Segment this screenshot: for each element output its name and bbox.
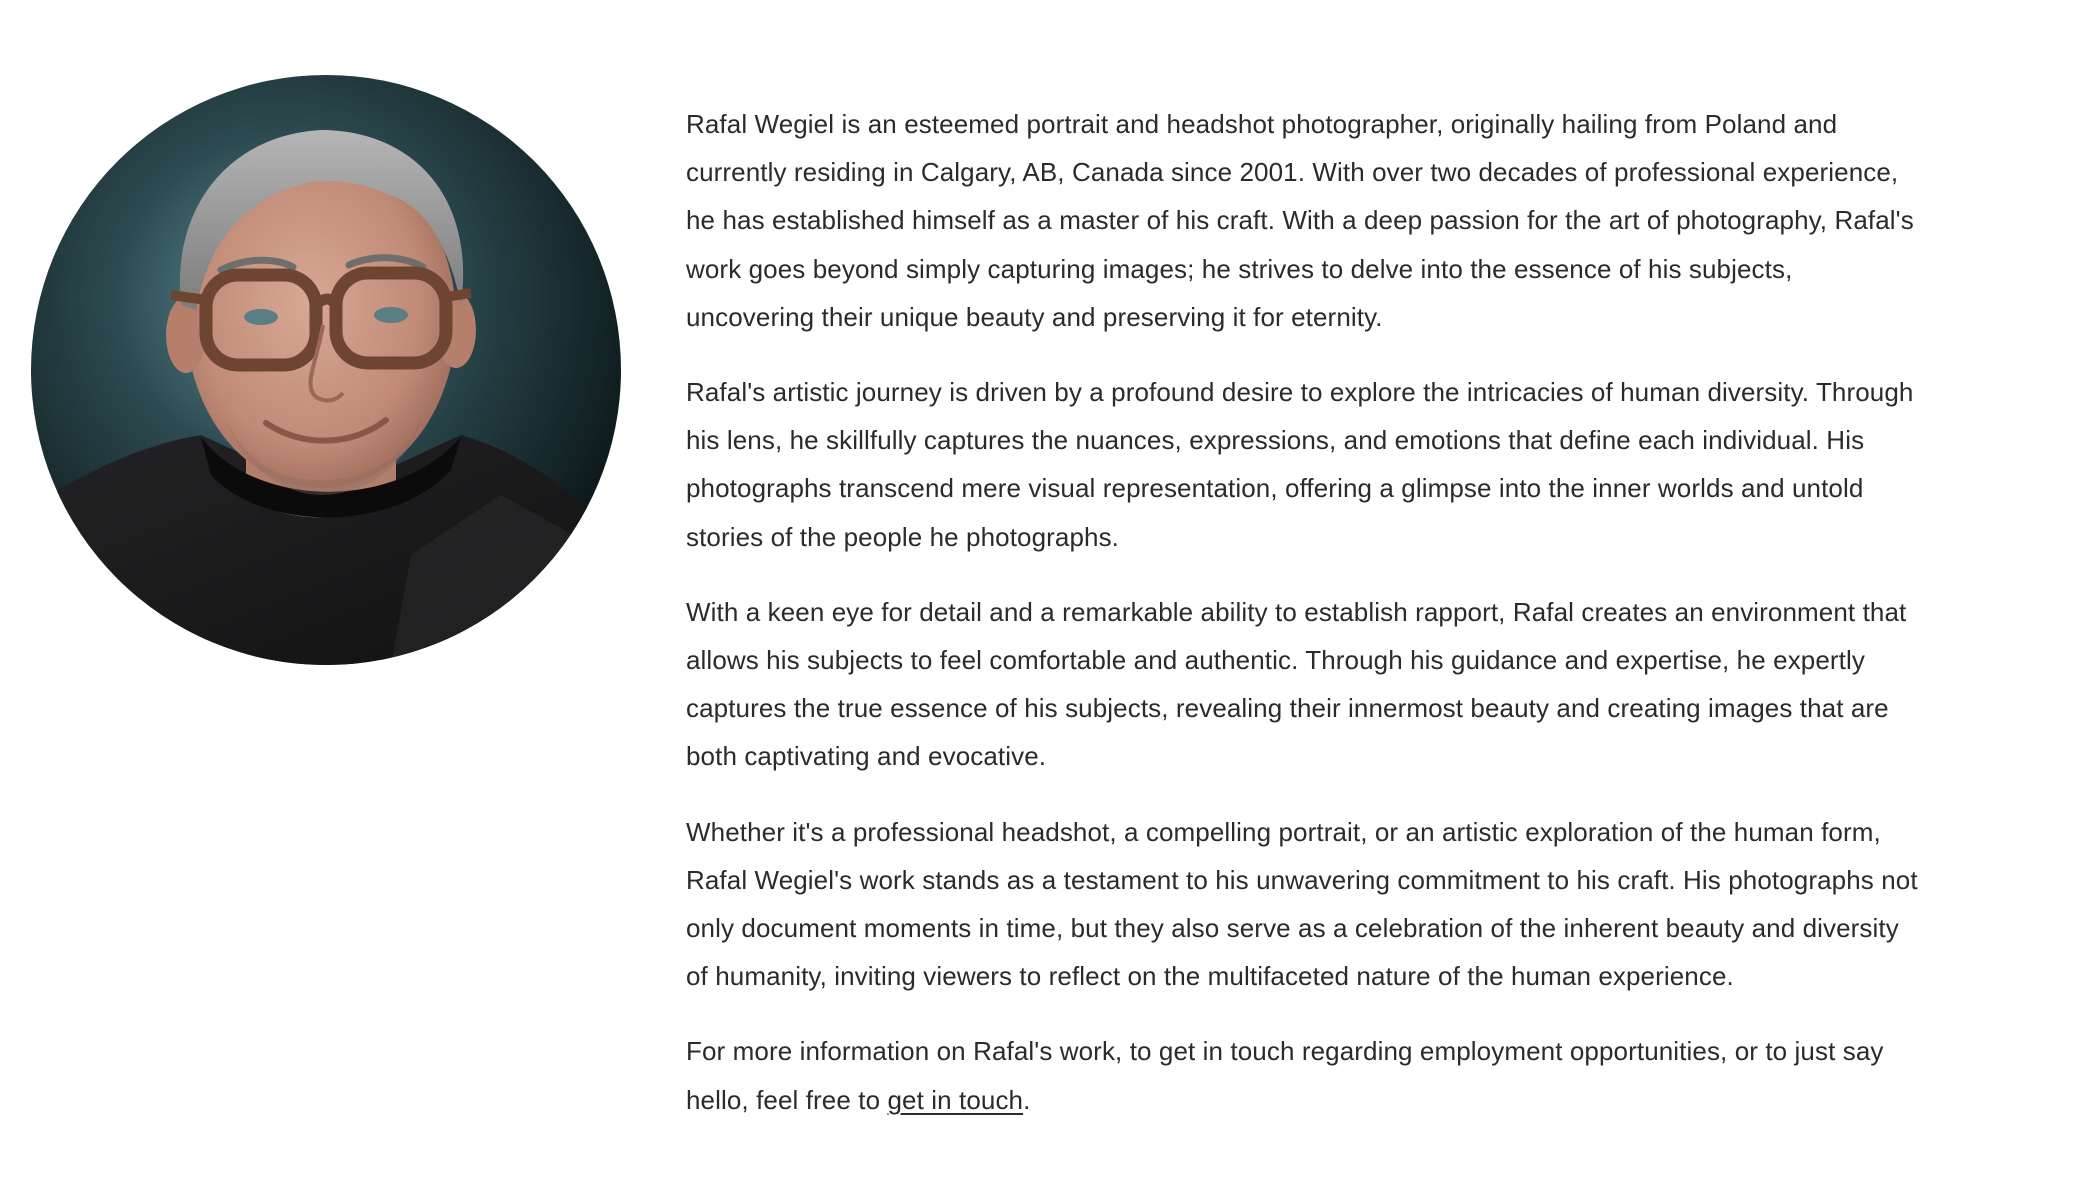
bio-paragraph-1: Rafal Wegiel is an esteemed portrait and headshot photographer, originally hailing from Poland and currently residing in Calgary, AB, Canada since 2001. With over two decades of professional experience, he has established himself as a master of his craft. With a deep passion for the art of photography, Rafal's work goes beyond simply capturing images; he strives to delve into the essence of his subjects, uncovering their unique beauty and preserving it for eternity. — [686, 109, 1914, 332]
profile-photo — [31, 75, 621, 665]
contact-text-suffix: . — [1023, 1084, 1031, 1115]
portrait-illustration — [31, 75, 621, 665]
contact-paragraph — [686, 1027, 1926, 1123]
get-in-touch-link[interactable]: get in touch — [887, 1084, 1024, 1115]
bio-paragraph-2: Rafal's artistic journey is driven by a profound desire to explore the intricacies of human diversity. Through his lens, he skillfully captures the nuances, expressions, and emotions that define each individual. His photographs transcend mere visual representation, offering a glimpse into the inner worlds and untold stories of the people he photographs. — [686, 377, 1914, 552]
bio-paragraph-4: Whether it's a professional headshot, a compelling portrait, or an artistic exploration of the human form, Rafal Wegiel's work stands as a testament to his unwavering commitment to his craft. His photographs not only document moments in time, but they also serve as a celebration of the inherent beauty and diversity of humanity, inviting viewers to reflect on the multifaceted nature of the human experience. — [686, 816, 1918, 992]
bio-section — [686, 100, 1926, 1151]
bio-paragraph-3: With a keen eye for detail and a remarkable ability to establish rapport, Rafal creates an environment that allows his subjects to feel comfortable and authentic. Through his guidance and expertise, he expertly captures the true essence of his subjects, revealing their innermost beauty and creating images that are both captivating and evocative. — [686, 596, 1907, 772]
contact-text-prefix: For more information on Rafal's work, to get in touch regarding employment opportunities, or to just say hello, feel free to — [686, 1036, 1884, 1115]
